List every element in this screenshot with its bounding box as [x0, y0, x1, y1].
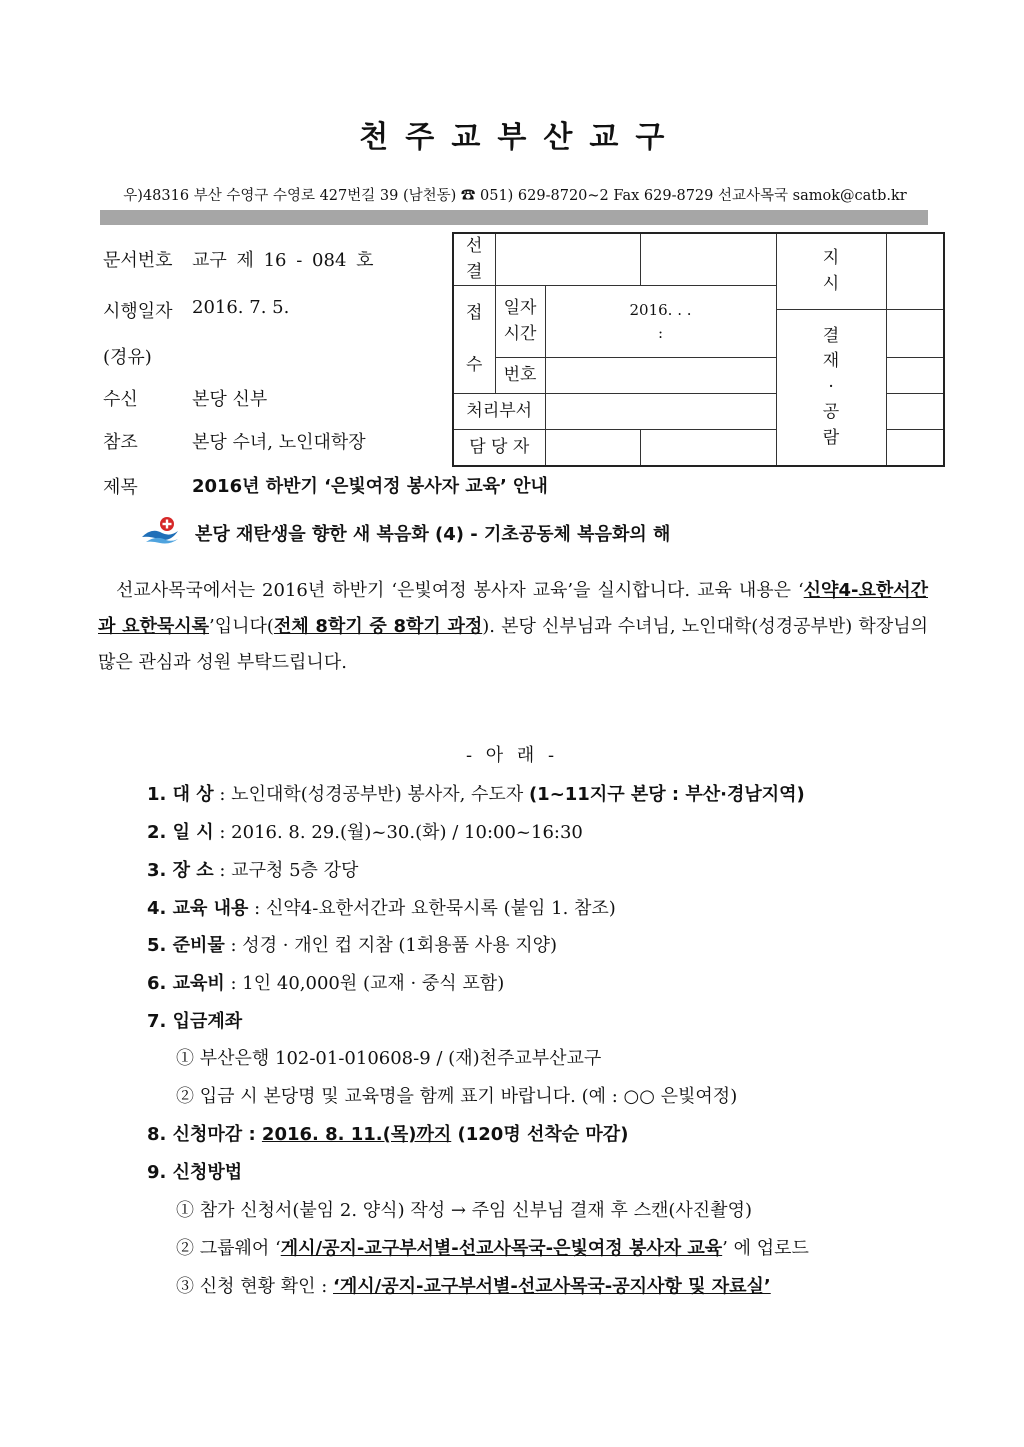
item-9-head: 9. 신청방법 [147, 1162, 243, 1183]
seongyeol-cell-2 [640, 233, 776, 286]
reference-label: 참조 [103, 432, 138, 453]
ilja-sigan-value [545, 286, 776, 358]
item-9-sub-3-a: ③ 신청 현황 확인 : [176, 1276, 334, 1297]
item-3-head: 3. 장 소 [147, 860, 214, 881]
item-3 [147, 856, 358, 882]
intro-course-term: 전체 8학기 중 8학기 과정 [273, 616, 483, 637]
item-8-colon: : [242, 1124, 262, 1145]
item-9-sub-3-path: ‘게시/공지-교구부서별-선교사목국-공지사항 및 자료실’ [333, 1276, 771, 1297]
item-6-head: 6. 교육비 [147, 973, 225, 994]
jeop-label: 접 [466, 303, 483, 323]
item-6 [147, 969, 504, 995]
item-9-sub-2 [176, 1234, 809, 1260]
date-label: 시행일자 [103, 301, 173, 322]
beonho-label: 번호 [495, 358, 545, 394]
item-1-bold: (1~11지구 본당 : 부산·경남지역) [528, 784, 805, 805]
item-8-tail: (120명 선착순 마감) [451, 1124, 629, 1145]
banner-text: 본당 재탄생을 향한 새 복음화 (4) - 기초공동체 복음화의 해 [195, 524, 671, 545]
item-1 [147, 780, 805, 806]
item-7 [147, 1007, 242, 1033]
page-title: 천 주 교 부 산 교 구 [359, 120, 665, 155]
item-2 [147, 818, 583, 844]
address-line: 우)48316 부산 수영구 수영로 427번길 39 (남천동) ☎ 051) 629-8720~2 Fax 629-8729 선교사목국 samok@catb.kr [123, 188, 907, 204]
gyeoljae-cell-2 [886, 358, 944, 394]
item-5-head: 5. 준비물 [147, 935, 225, 956]
item-1-head: 1. 대 상 [147, 784, 214, 805]
item-9-sub-2-c: ’ 에 업로드 [722, 1238, 809, 1259]
doc-no-label: 문서번호 [103, 250, 173, 271]
arae-heading: - 아 래 - [465, 745, 559, 766]
beonho-value [545, 358, 776, 394]
item-5-text: : 성경 · 개인 컵 지참 (1회용품 사용 지양) [224, 935, 558, 956]
recipient-value: 본당 신부 [192, 389, 268, 410]
su-label: 수 [466, 354, 483, 375]
gyeoljae-cell-1 [886, 310, 944, 358]
intro-course-name: 신약4-요한서간과 요한묵시록 [98, 580, 928, 637]
jeop-su-label [453, 286, 495, 394]
item-8 [147, 1120, 628, 1146]
item-8-deadline: 2016. 8. 11.(목)까지 [261, 1124, 452, 1145]
via-label: (경유) [103, 347, 152, 368]
seongyeol-cell [495, 233, 640, 286]
gyeoljae-cell-4 [886, 430, 944, 466]
item-9-sub-2-a: ② 그룹웨어 ‘ [176, 1238, 281, 1259]
item-6-text: : 1인 40,000원 (교재 · 중식 포함) [224, 973, 505, 994]
jisi-cell [886, 233, 944, 310]
item-7-head: 7. 입금계좌 [147, 1011, 243, 1032]
damdang-value-2 [640, 430, 776, 466]
gyeoljae-label: 결 재 · 공 람 [776, 310, 886, 466]
doc-no-value: 교구 제 16 - 084 호 [192, 250, 374, 271]
item-5 [147, 931, 557, 957]
item-7-sub-2: ② 입금 시 본당명 및 교육명을 함께 표기 바랍니다. (예 : ○○ 은빛여정) [176, 1086, 738, 1107]
ilja-sigan-label [495, 286, 545, 358]
damdang-label: 담 당 자 [453, 430, 545, 466]
item-9-sub-3 [176, 1272, 771, 1298]
intro-paragraph [98, 573, 928, 681]
gyeoljae-cell-3 [886, 394, 944, 430]
item-3-text: : 교구청 5층 강당 [213, 860, 359, 881]
sigan-label: 시간 [503, 323, 537, 344]
item-2-head: 2. 일 시 [147, 822, 214, 843]
item-4-head: 4. 교육 내용 [147, 898, 249, 919]
cheori-value [545, 394, 776, 430]
seongyeol-label: 선 결 [453, 233, 495, 286]
intro-text-2: ’입니다( [209, 616, 274, 637]
item-7-sub-1: ① 부산은행 102-01-010608-9 / (재)천주교부산교구 [176, 1048, 602, 1069]
damdang-value-1 [545, 430, 640, 466]
item-4 [147, 894, 616, 920]
item-4-text: : 신약4-요한서간과 요한묵시록 (붙임 1. 참조) [248, 898, 616, 919]
ilja-value: 2016. . . [629, 301, 692, 319]
subject-label: 제목 [103, 477, 138, 498]
item-2-text: : 2016. 8. 29.(월)~30.(화) / 10:00~16:30 [213, 822, 583, 843]
date-value: 2016. 7. 5. [192, 297, 290, 318]
item-9 [147, 1158, 242, 1184]
intro-text-1: 선교사목국에서는 2016년 하반기 ‘은빛여정 봉사자 교육’을 실시합니다. 교육 내용은 ‘ [116, 580, 804, 601]
sigan-value: : [657, 323, 664, 342]
subject-value: 2016년 하반기 ‘은빛여정 봉사자 교육’ 안내 [192, 476, 548, 497]
item-1-text: : 노인대학(성경공부반) 봉사자, 수도자 [213, 784, 529, 805]
jisi-label: 지 시 [776, 233, 886, 310]
approval-table [452, 232, 945, 467]
header-divider [100, 210, 928, 225]
item-8-head: 8. 신청마감 [147, 1124, 243, 1145]
diocese-logo-icon [140, 515, 180, 545]
recipient-label: 수신 [103, 389, 138, 410]
cheori-label: 처리부서 [453, 394, 545, 430]
item-9-sub-2-path: 게시/공지-교구부서별-선교사목국-은빛여정 봉사자 교육 [280, 1238, 723, 1259]
ilja-label: 일자 [503, 298, 537, 318]
intro-text-3: ). 본당 신부님과 수녀님, 노인대학(성경공부반) 학장님의 많은 관심과 성원 부탁드립니다. [98, 616, 928, 673]
item-9-sub-1: ① 참가 신청서(붙임 2. 양식) 작성 → 주임 신부님 결재 후 스캔(사진촬영) [176, 1200, 752, 1221]
reference-value: 본당 수녀, 노인대학장 [192, 432, 366, 453]
